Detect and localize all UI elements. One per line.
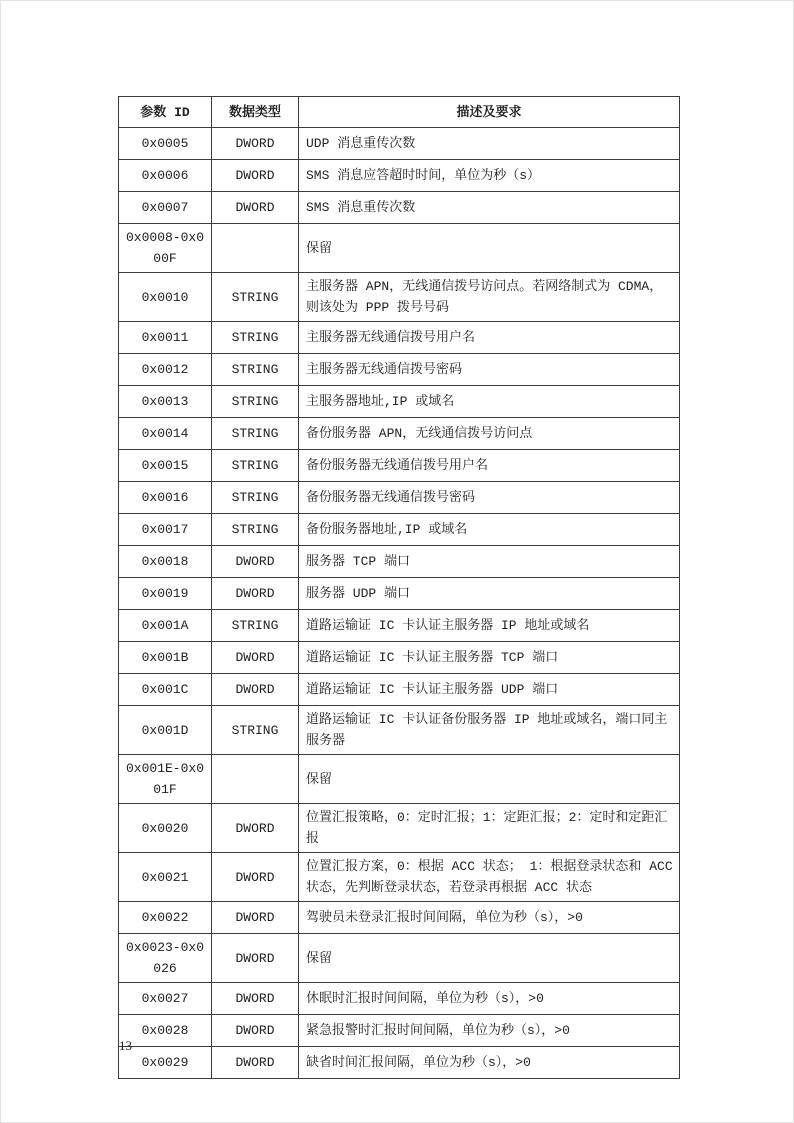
param-id-cell: 0x0013 xyxy=(119,386,212,418)
description-cell: 道路运输证 IC 卡认证备份服务器 IP 地址或域名，端口同主服务器 xyxy=(299,706,680,755)
table-row xyxy=(119,853,680,902)
param-id-cell: 0x001D xyxy=(119,706,212,755)
data-type-cell: STRING xyxy=(212,610,299,642)
description-cell: 主服务器无线通信拨号用户名 xyxy=(299,322,680,354)
table-row xyxy=(119,706,680,755)
data-type-cell: DWORD xyxy=(212,1047,299,1079)
description-cell: 位置汇报方案，0：根据 ACC 状态； 1：根据登录状态和 ACC 状态，先判断登录状态，若登录再根据 ACC 状态 xyxy=(299,853,680,902)
table-row xyxy=(119,578,680,610)
param-id-cell: 0x0005 xyxy=(119,128,212,160)
param-id-cell: 0x0029 xyxy=(119,1047,212,1079)
parameter-table xyxy=(118,96,680,1079)
param-id-cell: 0x0012 xyxy=(119,354,212,386)
table-row xyxy=(119,322,680,354)
description-cell: 备份服务器 APN，无线通信拨号访问点 xyxy=(299,418,680,450)
data-type-cell: STRING xyxy=(212,322,299,354)
column-header-description: 描述及要求 xyxy=(299,97,680,128)
data-type-cell: DWORD xyxy=(212,983,299,1015)
param-id-cell: 0x0022 xyxy=(119,902,212,934)
table-row xyxy=(119,273,680,322)
description-cell: 服务器 TCP 端口 xyxy=(299,546,680,578)
table-row xyxy=(119,386,680,418)
data-type-cell: DWORD xyxy=(212,160,299,192)
param-id-cell: 0x0010 xyxy=(119,273,212,322)
param-id-cell: 0x0007 xyxy=(119,192,212,224)
data-type-cell: STRING xyxy=(212,706,299,755)
table-body xyxy=(119,128,680,1079)
description-cell: 备份服务器地址,IP 或域名 xyxy=(299,514,680,546)
param-id-cell: 0x0016 xyxy=(119,482,212,514)
param-id-cell: 0x0017 xyxy=(119,514,212,546)
data-type-cell xyxy=(212,224,299,273)
param-id-cell: 0x001E-0x001F xyxy=(119,755,212,804)
table-row xyxy=(119,934,680,983)
data-type-cell xyxy=(212,755,299,804)
param-id-cell: 0x0021 xyxy=(119,853,212,902)
description-cell: 服务器 UDP 端口 xyxy=(299,578,680,610)
description-cell: 道路运输证 IC 卡认证主服务器 TCP 端口 xyxy=(299,642,680,674)
data-type-cell: STRING xyxy=(212,482,299,514)
table-row xyxy=(119,192,680,224)
table-row xyxy=(119,482,680,514)
table-row xyxy=(119,160,680,192)
table-row xyxy=(119,1047,680,1079)
param-id-cell: 0x0023-0x0026 xyxy=(119,934,212,983)
param-id-cell: 0x0006 xyxy=(119,160,212,192)
data-type-cell: DWORD xyxy=(212,853,299,902)
column-header-data-type: 数据类型 xyxy=(212,97,299,128)
description-cell: 保留 xyxy=(299,934,680,983)
description-cell: 主服务器 APN，无线通信拨号访问点。若网络制式为 CDMA，则该处为 PPP 拨号号码 xyxy=(299,273,680,322)
description-cell: 休眠时汇报时间间隔，单位为秒（s），>0 xyxy=(299,983,680,1015)
description-cell: 主服务器地址,IP 或域名 xyxy=(299,386,680,418)
param-id-cell: 0x0014 xyxy=(119,418,212,450)
param-id-cell: 0x0028 xyxy=(119,1015,212,1047)
param-id-cell: 0x001C xyxy=(119,674,212,706)
data-type-cell: DWORD xyxy=(212,804,299,853)
data-type-cell: DWORD xyxy=(212,1015,299,1047)
table-row xyxy=(119,674,680,706)
data-type-cell: DWORD xyxy=(212,546,299,578)
description-cell: 主服务器无线通信拨号密码 xyxy=(299,354,680,386)
data-type-cell: DWORD xyxy=(212,902,299,934)
param-id-cell: 0x001B xyxy=(119,642,212,674)
data-type-cell: DWORD xyxy=(212,128,299,160)
description-cell: 道路运输证 IC 卡认证主服务器 UDP 端口 xyxy=(299,674,680,706)
param-id-cell: 0x0008-0x000F xyxy=(119,224,212,273)
page-number: 13 xyxy=(119,1038,132,1053)
column-header-param-id: 参数 ID xyxy=(119,97,212,128)
table-row xyxy=(119,418,680,450)
data-type-cell: STRING xyxy=(212,354,299,386)
data-type-cell: DWORD xyxy=(212,192,299,224)
description-cell: 驾驶员未登录汇报时间间隔，单位为秒（s），>0 xyxy=(299,902,680,934)
table-row xyxy=(119,128,680,160)
description-cell: 紧急报警时汇报时间间隔，单位为秒（s），>0 xyxy=(299,1015,680,1047)
description-cell: 道路运输证 IC 卡认证主服务器 IP 地址或域名 xyxy=(299,610,680,642)
table-row xyxy=(119,902,680,934)
table-row xyxy=(119,546,680,578)
data-type-cell: STRING xyxy=(212,450,299,482)
table-row xyxy=(119,1015,680,1047)
data-type-cell: DWORD xyxy=(212,934,299,983)
param-id-cell: 0x0027 xyxy=(119,983,212,1015)
description-cell: 保留 xyxy=(299,224,680,273)
param-id-cell: 0x0020 xyxy=(119,804,212,853)
param-id-cell: 0x001A xyxy=(119,610,212,642)
param-id-cell: 0x0011 xyxy=(119,322,212,354)
data-type-cell: STRING xyxy=(212,273,299,322)
table-row xyxy=(119,983,680,1015)
table-row xyxy=(119,514,680,546)
data-type-cell: STRING xyxy=(212,418,299,450)
table-row xyxy=(119,450,680,482)
param-id-cell: 0x0019 xyxy=(119,578,212,610)
table-row xyxy=(119,642,680,674)
table-row xyxy=(119,804,680,853)
description-cell: UDP 消息重传次数 xyxy=(299,128,680,160)
description-cell: 保留 xyxy=(299,755,680,804)
data-type-cell: DWORD xyxy=(212,578,299,610)
table-header-row xyxy=(119,97,680,128)
data-type-cell: DWORD xyxy=(212,642,299,674)
description-cell: SMS 消息应答超时时间，单位为秒（s） xyxy=(299,160,680,192)
data-type-cell: STRING xyxy=(212,514,299,546)
description-cell: 备份服务器无线通信拨号密码 xyxy=(299,482,680,514)
param-id-cell: 0x0015 xyxy=(119,450,212,482)
table-row xyxy=(119,224,680,273)
table-row xyxy=(119,354,680,386)
description-cell: 缺省时间汇报间隔，单位为秒（s），>0 xyxy=(299,1047,680,1079)
description-cell: 备份服务器无线通信拨号用户名 xyxy=(299,450,680,482)
description-cell: 位置汇报策略，0：定时汇报；1：定距汇报；2：定时和定距汇报 xyxy=(299,804,680,853)
description-cell: SMS 消息重传次数 xyxy=(299,192,680,224)
param-id-cell: 0x0018 xyxy=(119,546,212,578)
data-type-cell: DWORD xyxy=(212,674,299,706)
table-row xyxy=(119,755,680,804)
data-type-cell: STRING xyxy=(212,386,299,418)
table-row xyxy=(119,610,680,642)
